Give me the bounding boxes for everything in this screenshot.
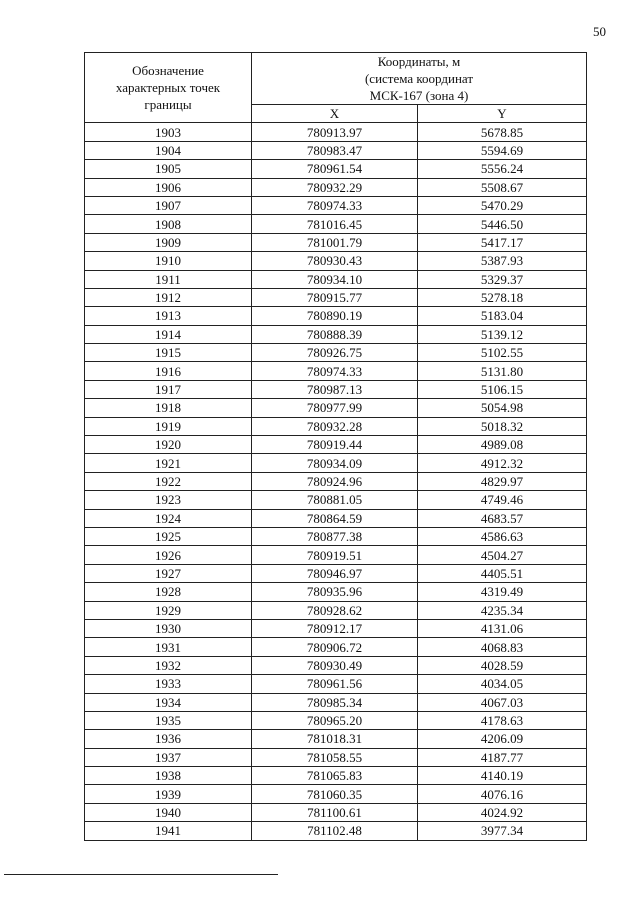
y-coordinate-cell: 4586.63 [418, 527, 587, 545]
table-row [85, 546, 587, 564]
point-id-cell: 1908 [85, 215, 252, 233]
point-id-cell: 1910 [85, 252, 252, 270]
y-coordinate-cell: 5131.80 [418, 362, 587, 380]
y-coordinate-cell: 5417.17 [418, 233, 587, 251]
table-row [85, 675, 587, 693]
x-coordinate-cell: 780961.54 [252, 160, 418, 178]
x-coordinate-cell: 781065.83 [252, 767, 418, 785]
point-id-cell: 1928 [85, 583, 252, 601]
y-coordinate-cell: 5183.04 [418, 307, 587, 325]
x-coordinate-cell: 780913.97 [252, 123, 418, 141]
x-coordinate-cell: 781058.55 [252, 748, 418, 766]
y-coordinate-cell: 5139.12 [418, 325, 587, 343]
table-row [85, 656, 587, 674]
point-id-cell: 1933 [85, 675, 252, 693]
x-coordinate-cell: 780924.96 [252, 472, 418, 490]
point-id-cell: 1905 [85, 160, 252, 178]
x-coordinate-cell: 780946.97 [252, 564, 418, 582]
x-column-header: X [252, 105, 418, 123]
table-row [85, 417, 587, 435]
table-row [85, 270, 587, 288]
table-row [85, 583, 587, 601]
table-row [85, 399, 587, 417]
point-id-cell: 1926 [85, 546, 252, 564]
point-id-cell: 1927 [85, 564, 252, 582]
point-id-cell: 1907 [85, 196, 252, 214]
table-row [85, 380, 587, 398]
table-row [85, 178, 587, 196]
table-row [85, 233, 587, 251]
table-row [85, 803, 587, 821]
x-coordinate-cell: 780915.77 [252, 288, 418, 306]
y-coordinate-cell: 5470.29 [418, 196, 587, 214]
table-body [85, 123, 587, 840]
coordinates-header-line2: (система координат [364, 71, 474, 86]
coordinates-header-line1: Координаты, м [377, 54, 461, 69]
table-row [85, 160, 587, 178]
point-id-cell: 1906 [85, 178, 252, 196]
y-coordinate-cell: 4319.49 [418, 583, 587, 601]
point-id-cell: 1929 [85, 601, 252, 619]
point-id-cell: 1913 [85, 307, 252, 325]
x-coordinate-cell: 781018.31 [252, 730, 418, 748]
x-coordinate-cell: 780934.09 [252, 454, 418, 472]
table-row [85, 252, 587, 270]
table-row [85, 325, 587, 343]
x-coordinate-cell: 781100.61 [252, 803, 418, 821]
page-number: 50 [593, 24, 606, 39]
x-coordinate-cell: 780934.10 [252, 270, 418, 288]
x-coordinate-cell: 780974.33 [252, 196, 418, 214]
point-id-cell: 1919 [85, 417, 252, 435]
point-id-cell: 1923 [85, 491, 252, 509]
point-id-cell: 1936 [85, 730, 252, 748]
designation-header [85, 53, 252, 123]
point-id-cell: 1922 [85, 472, 252, 490]
point-id-cell: 1940 [85, 803, 252, 821]
x-coordinate-cell: 781060.35 [252, 785, 418, 803]
x-coordinate-cell: 780928.62 [252, 601, 418, 619]
table-row [85, 619, 587, 637]
designation-header-text: Обозначение характерных точек границы [115, 63, 221, 113]
table-row [85, 527, 587, 545]
y-coordinate-cell: 5556.24 [418, 160, 587, 178]
y-coordinate-cell: 4683.57 [418, 509, 587, 527]
x-coordinate-cell: 780930.49 [252, 656, 418, 674]
table-row [85, 491, 587, 509]
table-row [85, 215, 587, 233]
point-id-cell: 1917 [85, 380, 252, 398]
y-coordinate-cell: 4504.27 [418, 546, 587, 564]
x-coordinate-cell: 780912.17 [252, 619, 418, 637]
point-id-cell: 1918 [85, 399, 252, 417]
table-row [85, 509, 587, 527]
x-coordinate-cell: 780987.13 [252, 380, 418, 398]
table-row [85, 785, 587, 803]
point-id-cell: 1920 [85, 436, 252, 454]
x-coordinate-cell: 780977.99 [252, 399, 418, 417]
x-coordinate-cell: 780983.47 [252, 141, 418, 159]
table-row [85, 730, 587, 748]
y-coordinate-cell: 4067.03 [418, 693, 587, 711]
point-id-cell: 1935 [85, 711, 252, 729]
table-row [85, 564, 587, 582]
x-coordinate-cell: 780974.33 [252, 362, 418, 380]
table-row [85, 748, 587, 766]
point-id-cell: 1934 [85, 693, 252, 711]
x-coordinate-cell: 780919.51 [252, 546, 418, 564]
table-row [85, 344, 587, 362]
y-coordinate-cell: 4076.16 [418, 785, 587, 803]
y-coordinate-cell: 5446.50 [418, 215, 587, 233]
coordinates-header [252, 53, 587, 105]
table-row [85, 472, 587, 490]
table-row [85, 638, 587, 656]
x-coordinate-cell: 780919.44 [252, 436, 418, 454]
y-coordinate-cell: 4178.63 [418, 711, 587, 729]
y-coordinate-cell: 4989.08 [418, 436, 587, 454]
y-coordinate-cell: 4235.34 [418, 601, 587, 619]
x-coordinate-cell: 780965.20 [252, 711, 418, 729]
x-coordinate-cell: 780932.29 [252, 178, 418, 196]
x-coordinate-cell: 780881.05 [252, 491, 418, 509]
point-id-cell: 1911 [85, 270, 252, 288]
y-coordinate-cell: 5508.67 [418, 178, 587, 196]
x-coordinate-cell: 780930.43 [252, 252, 418, 270]
x-coordinate-cell: 780961.56 [252, 675, 418, 693]
table-row [85, 822, 587, 840]
table-row [85, 693, 587, 711]
y-coordinate-cell: 5329.37 [418, 270, 587, 288]
table-row [85, 196, 587, 214]
y-coordinate-cell: 5102.55 [418, 344, 587, 362]
x-coordinate-cell: 780864.59 [252, 509, 418, 527]
table-row [85, 141, 587, 159]
y-coordinate-cell: 5018.32 [418, 417, 587, 435]
y-coordinate-cell: 3977.34 [418, 822, 587, 840]
x-coordinate-cell: 780935.96 [252, 583, 418, 601]
point-id-cell: 1930 [85, 619, 252, 637]
point-id-cell: 1912 [85, 288, 252, 306]
table-row [85, 362, 587, 380]
x-coordinate-cell: 780877.38 [252, 527, 418, 545]
table-row [85, 711, 587, 729]
x-coordinate-cell: 780926.75 [252, 344, 418, 362]
table-row [85, 767, 587, 785]
table-row [85, 307, 587, 325]
point-id-cell: 1924 [85, 509, 252, 527]
y-coordinate-cell: 4034.05 [418, 675, 587, 693]
y-coordinate-cell: 4140.19 [418, 767, 587, 785]
y-coordinate-cell: 5387.93 [418, 252, 587, 270]
y-coordinate-cell: 4068.83 [418, 638, 587, 656]
x-coordinate-cell: 780890.19 [252, 307, 418, 325]
y-coordinate-cell: 4187.77 [418, 748, 587, 766]
y-coordinate-cell: 5278.18 [418, 288, 587, 306]
x-coordinate-cell: 780888.39 [252, 325, 418, 343]
y-coordinate-cell: 4206.09 [418, 730, 587, 748]
y-coordinate-cell: 5678.85 [418, 123, 587, 141]
y-coordinate-cell: 4024.92 [418, 803, 587, 821]
point-id-cell: 1931 [85, 638, 252, 656]
point-id-cell: 1932 [85, 656, 252, 674]
x-coordinate-cell: 780906.72 [252, 638, 418, 656]
point-id-cell: 1909 [85, 233, 252, 251]
table-row [85, 601, 587, 619]
point-id-cell: 1937 [85, 748, 252, 766]
y-coordinate-cell: 5594.69 [418, 141, 587, 159]
x-coordinate-cell: 781102.48 [252, 822, 418, 840]
table-row [85, 454, 587, 472]
y-coordinate-cell: 4912.32 [418, 454, 587, 472]
point-id-cell: 1903 [85, 123, 252, 141]
x-coordinate-cell: 780985.34 [252, 693, 418, 711]
coordinates-table [84, 52, 587, 841]
y-coordinate-cell: 4829.97 [418, 472, 587, 490]
point-id-cell: 1941 [85, 822, 252, 840]
point-id-cell: 1939 [85, 785, 252, 803]
y-coordinate-cell: 4405.51 [418, 564, 587, 582]
x-coordinate-cell: 780932.28 [252, 417, 418, 435]
point-id-cell: 1925 [85, 527, 252, 545]
x-coordinate-cell: 781016.45 [252, 215, 418, 233]
point-id-cell: 1915 [85, 344, 252, 362]
y-coordinate-cell: 5054.98 [418, 399, 587, 417]
y-coordinate-cell: 4749.46 [418, 491, 587, 509]
footnote-divider [4, 874, 278, 875]
point-id-cell: 1938 [85, 767, 252, 785]
coordinates-header-line3: МСК-167 (зона 4) [369, 88, 469, 103]
y-coordinate-cell: 4131.06 [418, 619, 587, 637]
point-id-cell: 1916 [85, 362, 252, 380]
y-coordinate-cell: 5106.15 [418, 380, 587, 398]
x-coordinate-cell: 781001.79 [252, 233, 418, 251]
y-coordinate-cell: 4028.59 [418, 656, 587, 674]
table-row [85, 436, 587, 454]
table-row [85, 123, 587, 141]
table-row [85, 288, 587, 306]
point-id-cell: 1904 [85, 141, 252, 159]
y-column-header: Y [418, 105, 587, 123]
point-id-cell: 1921 [85, 454, 252, 472]
point-id-cell: 1914 [85, 325, 252, 343]
